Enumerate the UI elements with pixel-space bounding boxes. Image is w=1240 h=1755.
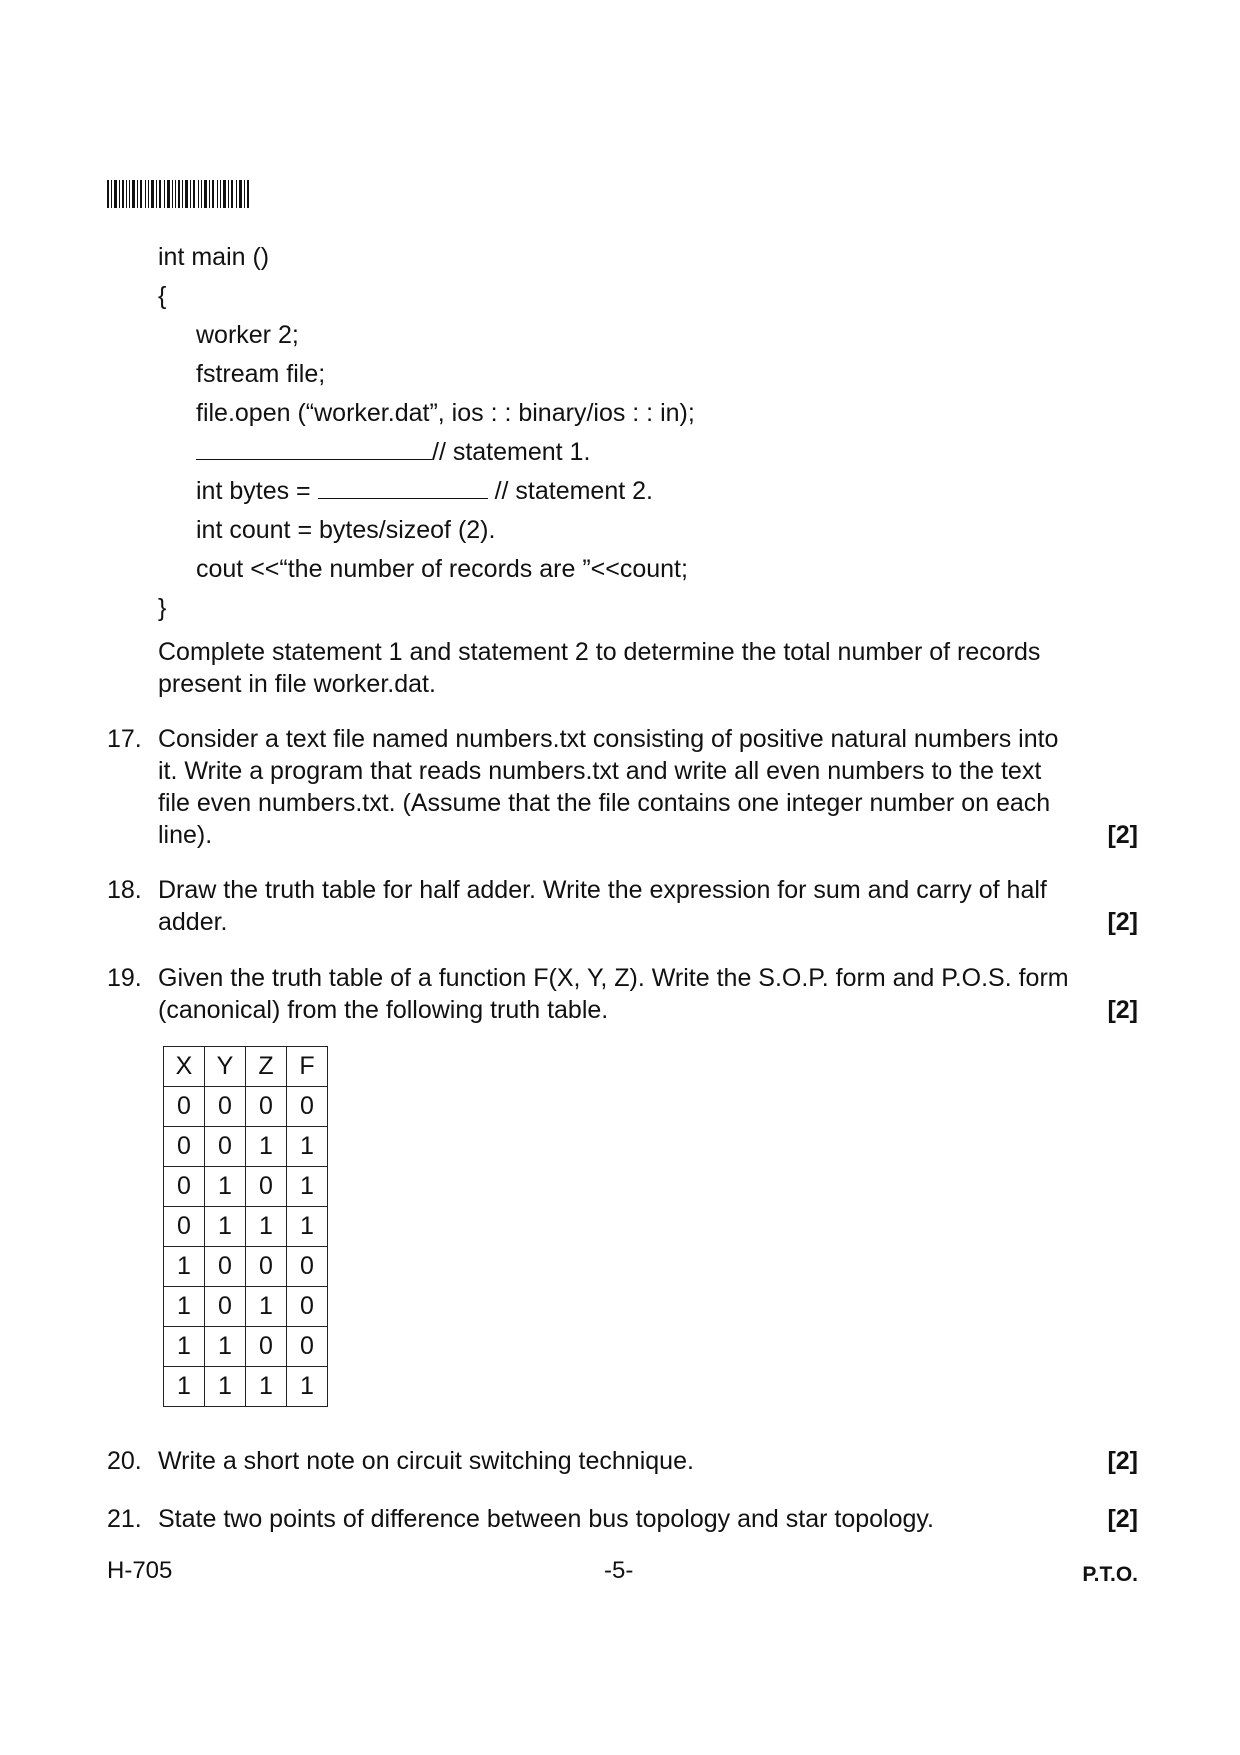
table-row [164,1167,328,1207]
cell: 0 [246,1247,287,1287]
question-18-marks: [2] [1107,908,1138,936]
cell: 0 [246,1087,287,1127]
question-17-text: Consider a text file named numbers.txt consisting of positive natural numbers into it. Write a program that reads numbers.txt and write all even numbers to the text file even numbers.txt. (Assume that the file contains one integer number on each line). [158,725,1059,849]
cell: 1 [246,1127,287,1167]
statement-1-comment: // statement 1. [432,438,591,466]
cell: 1 [246,1207,287,1247]
paper-code: H-705 [107,1557,173,1584]
question-19-number: 19. [107,964,142,992]
question-17-number: 17. [107,725,142,753]
header-y: Y [205,1047,246,1087]
code-line-open-brace: { [158,282,167,310]
code-line-file-open: file.open (“worker.dat”, ios : : binary/ios : : in); [196,399,695,427]
question-19-text: Given the truth table of a function F(X, Y, Z). Write the S.O.P. form and P.O.S. form (canonical) from the following truth table. [158,964,1069,1024]
question-20-marks: [2] [1107,1447,1138,1475]
cell: 1 [205,1207,246,1247]
code-line-count: int count = bytes/sizeof (2). [196,516,496,544]
question-21-text: State two points of difference between bus topology and star topology. [158,1505,934,1533]
cell: 0 [287,1247,328,1287]
code-line-main: int main () [158,243,270,271]
cell: 0 [287,1087,328,1127]
int-bytes-text: int bytes = [196,477,311,505]
table-row [164,1207,328,1247]
question-18-number: 18. [107,876,142,904]
truth-table-header-row [164,1047,328,1087]
truth-table [163,1046,328,1407]
cell: 1 [164,1247,205,1287]
header-z: Z [246,1047,287,1087]
cell: 1 [205,1167,246,1207]
header-x: X [164,1047,205,1087]
cell: 0 [164,1127,205,1167]
cell: 0 [164,1207,205,1247]
cell: 1 [287,1207,328,1247]
statement-2-blank [318,476,488,499]
table-row [164,1327,328,1367]
statement-1-blank [196,437,432,460]
barcode [107,180,249,208]
question-21-marks: [2] [1107,1505,1138,1533]
statement-2-comment: // statement 2. [494,477,653,505]
cell: 1 [287,1127,328,1167]
code-instruction: Complete statement 1 and statement 2 to determine the total number of records present in file worker.dat. [158,638,1041,698]
table-row [164,1367,328,1407]
code-line-cout: cout <<“the number of records are ”<<count; [196,555,688,583]
cell: 0 [205,1127,246,1167]
cell: 1 [164,1287,205,1327]
table-row [164,1287,328,1327]
cell: 1 [287,1367,328,1407]
cell: 1 [246,1367,287,1407]
question-18-text: Draw the truth table for half adder. Write the expression for sum and carry of half adder. [158,876,1047,936]
cell: 0 [246,1167,287,1207]
question-17-marks: [2] [1107,821,1138,849]
cell: 1 [246,1287,287,1327]
table-row [164,1127,328,1167]
code-line-statement-2 [196,476,653,506]
table-row [164,1247,328,1287]
cell: 0 [287,1287,328,1327]
code-line-fstream: fstream file; [196,360,326,388]
question-20-text: Write a short note on circuit switching technique. [158,1447,694,1475]
cell: 0 [205,1287,246,1327]
cell: 1 [287,1167,328,1207]
cell: 0 [164,1087,205,1127]
code-line-close-brace: } [158,594,167,622]
cell: 0 [287,1327,328,1367]
cell: 0 [205,1247,246,1287]
cell: 1 [205,1367,246,1407]
code-line-worker: worker 2; [196,321,299,349]
cell: 1 [164,1367,205,1407]
cell: 0 [164,1167,205,1207]
header-f: F [287,1047,328,1087]
pto-label: P.T.O. [1082,1563,1138,1586]
cell: 0 [205,1087,246,1127]
code-line-statement-1 [196,437,590,467]
cell: 0 [246,1327,287,1367]
cell: 1 [205,1327,246,1367]
cell: 1 [164,1327,205,1367]
question-21-number: 21. [107,1505,142,1533]
table-row [164,1087,328,1127]
question-20-number: 20. [107,1447,142,1475]
page-number: -5- [604,1557,634,1584]
question-19-marks: [2] [1107,996,1138,1024]
